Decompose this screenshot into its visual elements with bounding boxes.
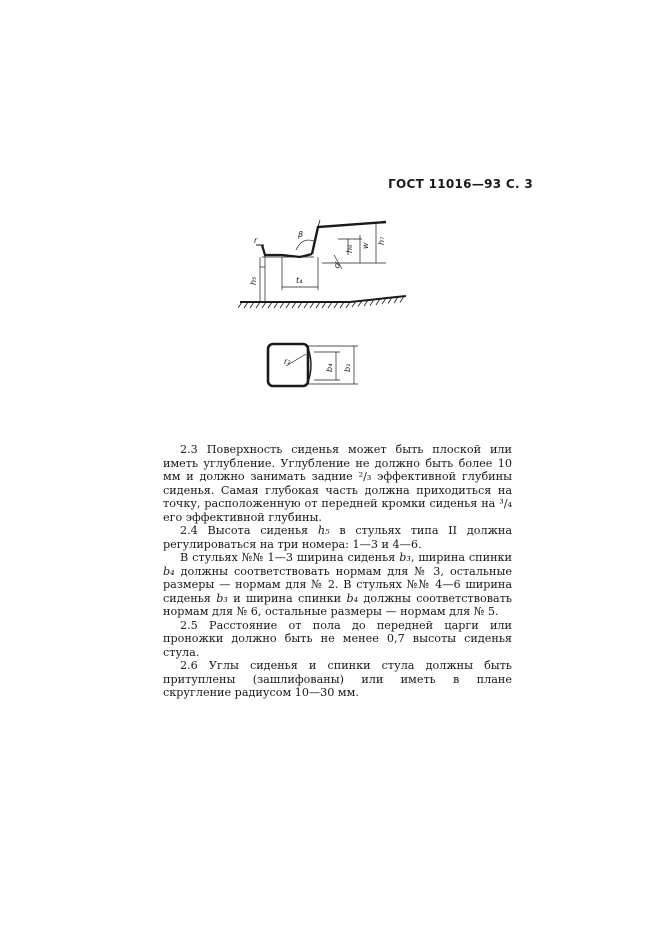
text-run: 2.3 Поверхность сиденья может быть плоской или иметь углубление. Углубление не должно быть более 10 мм и должно занимать задние ²/₃ эффективной глубины сиденья. Самая глубокая часть должна приходиться на точку, расположенную от передней кромки сиденья на ³/₄ его эффективной глубины. xyxy=(163,443,512,524)
text-run: 2.5 Расстояние от пола до передней царги или проножки должно быть не менее 0,7 высоты сиденья стула. xyxy=(163,618,512,659)
seat-profile xyxy=(256,220,386,257)
t4-label: t₄ xyxy=(296,276,303,285)
b1-label: b₁ xyxy=(343,363,352,372)
r2-label: r₂ xyxy=(284,357,291,366)
text-run: должны соответствовать нормам для № 6, остальные размеры — нормам для № 5. xyxy=(163,591,512,618)
chair-profile-diagram xyxy=(238,205,408,320)
paragraph-2-3 xyxy=(163,443,512,524)
text-run: и ширина спинки xyxy=(227,591,347,605)
h6-label: h₆ xyxy=(345,244,354,253)
floor-hatching xyxy=(238,296,406,308)
seat-plan-diagram xyxy=(262,338,372,400)
text-run: должны соответствовать нормам для № 3, остальные размеры — нормам для № 2. В стульях №№ 4—6 ширина сиденья xyxy=(163,564,512,605)
text-run: в стульях типа II должна регулироваться на три номера: 1—3 и 4—6. xyxy=(163,524,512,551)
w-label: w xyxy=(361,242,370,249)
text-run: 2.4 Высота сиденья xyxy=(180,524,318,537)
math-variable: b₃ xyxy=(399,551,411,564)
paragraph-2-6 xyxy=(163,659,512,700)
math-variable: b₄ xyxy=(346,591,359,605)
text-run: В стульях №№ 1—3 ширина сиденья xyxy=(180,551,400,564)
d-label: d xyxy=(331,261,343,270)
h5-label: h₅ xyxy=(249,276,258,285)
h7-label: h₇ xyxy=(377,236,386,245)
math-variable: b₃ xyxy=(216,591,228,605)
text-run: 2.6 Углы сиденья и спинки стула должны быть притуплены (зашлифованы) или иметь в плане скругление радиусом 10—30 мм. xyxy=(163,659,512,699)
math-variable: b₄ xyxy=(163,564,175,578)
paragraph-2-5 xyxy=(163,619,512,660)
body-text xyxy=(163,443,512,700)
dimension-lines xyxy=(260,222,386,302)
b4-label: b₄ xyxy=(325,363,334,372)
text-run: , ширина спинки xyxy=(410,551,513,564)
page-header-standard-code: ГОСТ 11016—93 С. 3 xyxy=(388,177,533,191)
paragraph-2-4 xyxy=(163,524,512,551)
radius-label: r xyxy=(254,236,258,245)
math-variable: h₅ xyxy=(317,524,330,537)
angle-beta-label: β xyxy=(298,230,304,239)
paragraph-2-4-widths xyxy=(163,551,512,619)
